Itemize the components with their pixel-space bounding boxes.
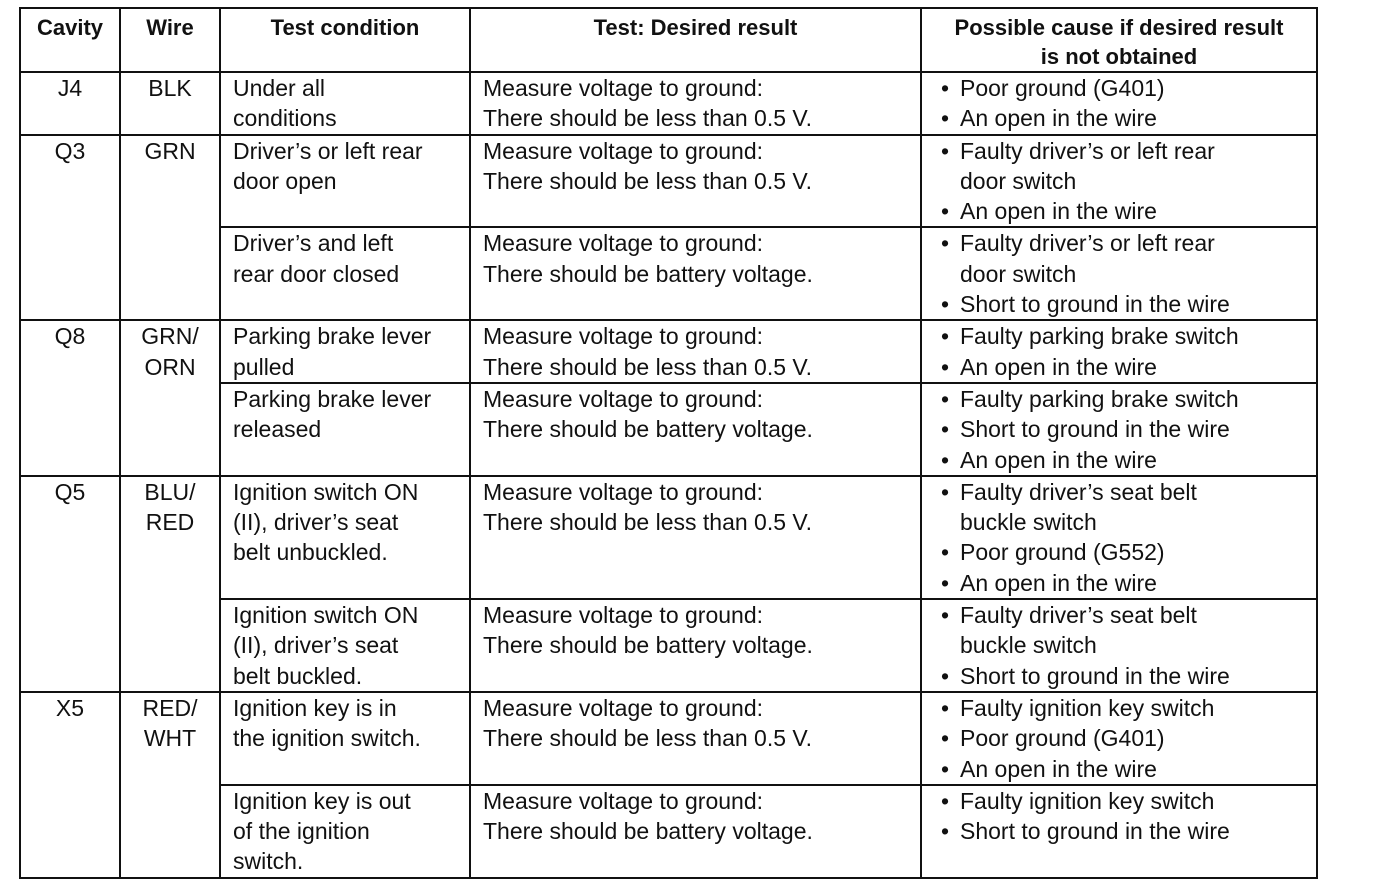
cause-item bbox=[936, 723, 1316, 753]
cause-text: Faulty driver’s or left rear bbox=[960, 230, 1215, 257]
test-condition-line: rear door closed bbox=[233, 260, 400, 287]
cause-item bbox=[936, 384, 1316, 414]
desired-result-cell bbox=[470, 599, 921, 692]
cause-text: Faulty driver’s or left rear bbox=[960, 137, 1215, 164]
test-condition-cell bbox=[220, 135, 470, 228]
possible-cause-cell bbox=[921, 599, 1317, 692]
wire-cell bbox=[120, 476, 220, 692]
cause-list bbox=[936, 693, 1316, 784]
cause-item bbox=[936, 414, 1316, 444]
cause-item bbox=[936, 786, 1316, 816]
cause-text: Faulty parking brake switch bbox=[960, 385, 1239, 412]
bullet-icon: • bbox=[940, 569, 950, 596]
test-condition-line: (II), driver’s seat bbox=[233, 632, 399, 659]
desired-result-line: Measure voltage to ground: bbox=[483, 787, 764, 814]
wire-label: BLU/ bbox=[144, 478, 196, 505]
header-test-condition: Test condition bbox=[220, 8, 470, 72]
test-condition-line: belt unbuckled. bbox=[233, 539, 388, 566]
test-condition-line: conditions bbox=[233, 105, 337, 132]
possible-cause-cell bbox=[921, 320, 1317, 383]
cause-list bbox=[936, 228, 1316, 319]
test-condition-line: Ignition switch ON bbox=[233, 602, 419, 629]
wire-label: GRN/ bbox=[141, 323, 199, 350]
cause-item bbox=[936, 816, 1316, 846]
cause-text: An open in the wire bbox=[960, 569, 1157, 596]
desired-result-cell bbox=[470, 72, 921, 135]
test-condition-cell bbox=[220, 476, 470, 599]
test-condition-line: Driver’s or left rear bbox=[233, 137, 423, 164]
test-condition-line: pulled bbox=[233, 353, 295, 380]
cause-list bbox=[936, 136, 1316, 227]
cause-text: Short to ground in the wire bbox=[960, 662, 1230, 689]
cause-item bbox=[936, 103, 1316, 133]
test-condition-line: (II), driver’s seat bbox=[233, 509, 399, 536]
table-row bbox=[20, 476, 1317, 599]
cause-text: buckle switch bbox=[960, 509, 1097, 536]
wire-label: GRN bbox=[144, 137, 196, 164]
cause-text: An open in the wire bbox=[960, 105, 1157, 132]
table-row bbox=[20, 692, 1317, 785]
bullet-icon: • bbox=[940, 198, 950, 225]
desired-result-cell bbox=[470, 476, 921, 599]
cause-list bbox=[936, 321, 1316, 382]
desired-result-cell bbox=[470, 692, 921, 785]
test-condition-line: Parking brake lever bbox=[233, 385, 432, 412]
cavity-cell bbox=[20, 135, 120, 321]
desired-result-line: There should be battery voltage. bbox=[483, 818, 813, 845]
cause-text: Short to ground in the wire bbox=[960, 818, 1230, 845]
cavity-cell bbox=[20, 476, 120, 692]
cause-text: Poor ground (G552) bbox=[960, 539, 1165, 566]
header-wire: Wire bbox=[120, 8, 220, 72]
cause-item bbox=[936, 321, 1316, 351]
cause-item bbox=[936, 477, 1316, 538]
wire-label: BLK bbox=[148, 75, 192, 101]
bullet-icon: • bbox=[940, 602, 950, 629]
cause-text: door switch bbox=[960, 260, 1077, 287]
test-condition-line: door open bbox=[233, 167, 337, 194]
cause-text: door switch bbox=[960, 167, 1077, 194]
possible-cause-cell bbox=[921, 135, 1317, 228]
cause-item bbox=[936, 754, 1316, 784]
wire-label: RED/ bbox=[142, 694, 198, 721]
desired-result-line: Measure voltage to ground: bbox=[483, 385, 764, 412]
cause-list bbox=[936, 786, 1316, 847]
test-condition-cell bbox=[220, 692, 470, 785]
bullet-icon: • bbox=[940, 105, 950, 132]
cavity-label: Q8 bbox=[54, 323, 86, 350]
desired-result-line: Measure voltage to ground: bbox=[483, 75, 764, 101]
desired-result-cell bbox=[470, 320, 921, 383]
wire-cell bbox=[120, 692, 220, 878]
document-page bbox=[19, 7, 1318, 879]
wire-label: WHT bbox=[143, 725, 197, 752]
bullet-icon: • bbox=[940, 539, 950, 566]
possible-cause-cell bbox=[921, 785, 1317, 878]
cause-text: An open in the wire bbox=[960, 446, 1157, 473]
bullet-icon: • bbox=[940, 755, 950, 782]
bullet-icon: • bbox=[940, 353, 950, 380]
bullet-icon: • bbox=[940, 75, 950, 101]
cause-text: An open in the wire bbox=[960, 755, 1157, 782]
cause-list bbox=[936, 477, 1316, 598]
test-condition-line: Ignition key is out bbox=[233, 787, 411, 814]
wire-cell bbox=[120, 72, 220, 135]
cavity-cell bbox=[20, 692, 120, 878]
test-condition-cell bbox=[220, 785, 470, 878]
test-condition-line: the ignition switch. bbox=[233, 725, 421, 752]
cause-item bbox=[936, 661, 1316, 691]
header-cavity: Cavity bbox=[20, 8, 120, 72]
cause-text: An open in the wire bbox=[960, 353, 1157, 380]
header-possible-cause bbox=[921, 8, 1317, 72]
bullet-icon: • bbox=[940, 385, 950, 412]
table-row bbox=[20, 72, 1317, 135]
cavity-label: X5 bbox=[55, 694, 85, 721]
cause-text: Faulty ignition key switch bbox=[960, 787, 1215, 814]
header-possible-cause-line: is not obtained bbox=[1040, 44, 1198, 69]
bullet-icon: • bbox=[940, 662, 950, 689]
cause-text: Faulty parking brake switch bbox=[960, 323, 1239, 350]
cause-item bbox=[936, 352, 1316, 382]
bullet-icon: • bbox=[940, 230, 950, 257]
bullet-icon: • bbox=[940, 694, 950, 721]
wire-label: ORN bbox=[144, 353, 196, 380]
desired-result-line: There should be less than 0.5 V. bbox=[483, 353, 813, 380]
bullet-icon: • bbox=[940, 446, 950, 473]
possible-cause-cell bbox=[921, 476, 1317, 599]
cause-text: Poor ground (G401) bbox=[960, 75, 1165, 101]
diagnostic-table bbox=[19, 7, 1318, 879]
cause-text: buckle switch bbox=[960, 632, 1097, 659]
desired-result-line: Measure voltage to ground: bbox=[483, 694, 764, 721]
cause-text: Short to ground in the wire bbox=[960, 416, 1230, 443]
table-row bbox=[20, 135, 1317, 228]
bullet-icon: • bbox=[940, 323, 950, 350]
cause-text: An open in the wire bbox=[960, 198, 1157, 225]
desired-result-line: There should be battery voltage. bbox=[483, 416, 813, 443]
test-condition-line: switch. bbox=[233, 848, 304, 875]
bullet-icon: • bbox=[940, 137, 950, 164]
desired-result-line: Measure voltage to ground: bbox=[483, 478, 764, 505]
cause-item bbox=[936, 693, 1316, 723]
possible-cause-cell bbox=[921, 72, 1317, 135]
cause-text: Faulty ignition key switch bbox=[960, 694, 1215, 721]
test-condition-cell bbox=[220, 227, 470, 320]
header-row bbox=[20, 8, 1317, 72]
desired-result-cell bbox=[470, 383, 921, 476]
desired-result-line: There should be less than 0.5 V. bbox=[483, 509, 813, 536]
bullet-icon: • bbox=[940, 818, 950, 845]
cavity-cell bbox=[20, 320, 120, 475]
desired-result-line: There should be less than 0.5 V. bbox=[483, 167, 813, 194]
desired-result-cell bbox=[470, 785, 921, 878]
desired-result-line: Measure voltage to ground: bbox=[483, 230, 764, 257]
cause-text: Poor ground (G401) bbox=[960, 725, 1165, 752]
cause-item bbox=[936, 445, 1316, 475]
header-possible-cause-line: Possible cause if desired result bbox=[954, 15, 1284, 40]
cause-item bbox=[936, 228, 1316, 289]
cavity-label: J4 bbox=[57, 75, 83, 101]
cause-text: Faulty driver’s seat belt bbox=[960, 602, 1197, 629]
test-condition-line: of the ignition bbox=[233, 818, 370, 845]
bullet-icon: • bbox=[940, 291, 950, 318]
cause-text: Short to ground in the wire bbox=[960, 291, 1230, 318]
bullet-icon: • bbox=[940, 787, 950, 814]
desired-result-line: Measure voltage to ground: bbox=[483, 602, 764, 629]
test-condition-line: released bbox=[233, 416, 322, 443]
possible-cause-cell bbox=[921, 227, 1317, 320]
wire-cell bbox=[120, 320, 220, 475]
possible-cause-cell bbox=[921, 383, 1317, 476]
cause-item bbox=[936, 73, 1316, 103]
test-condition-line: Ignition key is in bbox=[233, 694, 397, 721]
test-condition-line: belt buckled. bbox=[233, 662, 363, 689]
cause-item bbox=[936, 568, 1316, 598]
cause-item bbox=[936, 289, 1316, 319]
possible-cause-cell bbox=[921, 692, 1317, 785]
header-desired-result: Test: Desired result bbox=[470, 8, 921, 72]
cause-item bbox=[936, 136, 1316, 197]
cause-text: Faulty driver’s seat belt bbox=[960, 478, 1197, 505]
cavity-label: Q3 bbox=[54, 137, 86, 164]
desired-result-cell bbox=[470, 227, 921, 320]
cause-item bbox=[936, 196, 1316, 226]
bullet-icon: • bbox=[940, 478, 950, 505]
test-condition-cell bbox=[220, 72, 470, 135]
cavity-label: Q5 bbox=[54, 478, 86, 505]
cause-list bbox=[936, 600, 1316, 691]
desired-result-cell bbox=[470, 135, 921, 228]
test-condition-line: Under all bbox=[233, 75, 326, 101]
desired-result-line: There should be battery voltage. bbox=[483, 260, 813, 287]
desired-result-line: There should be less than 0.5 V. bbox=[483, 725, 813, 752]
test-condition-line: Ignition switch ON bbox=[233, 478, 419, 505]
cause-list bbox=[936, 73, 1316, 134]
test-condition-line: Parking brake lever bbox=[233, 323, 432, 350]
test-condition-line: Driver’s and left bbox=[233, 230, 394, 257]
desired-result-line: There should be less than 0.5 V. bbox=[483, 105, 813, 132]
test-condition-cell bbox=[220, 320, 470, 383]
desired-result-line: Measure voltage to ground: bbox=[483, 137, 764, 164]
cause-list bbox=[936, 384, 1316, 475]
table-body bbox=[20, 72, 1317, 878]
cavity-cell bbox=[20, 72, 120, 135]
bullet-icon: • bbox=[940, 725, 950, 752]
cause-item bbox=[936, 600, 1316, 661]
wire-cell bbox=[120, 135, 220, 321]
desired-result-line: There should be battery voltage. bbox=[483, 632, 813, 659]
table-row bbox=[20, 320, 1317, 383]
test-condition-cell bbox=[220, 599, 470, 692]
cause-item bbox=[936, 537, 1316, 567]
test-condition-cell bbox=[220, 383, 470, 476]
wire-label: RED bbox=[145, 509, 195, 536]
desired-result-line: Measure voltage to ground: bbox=[483, 323, 764, 350]
bullet-icon: • bbox=[940, 416, 950, 443]
